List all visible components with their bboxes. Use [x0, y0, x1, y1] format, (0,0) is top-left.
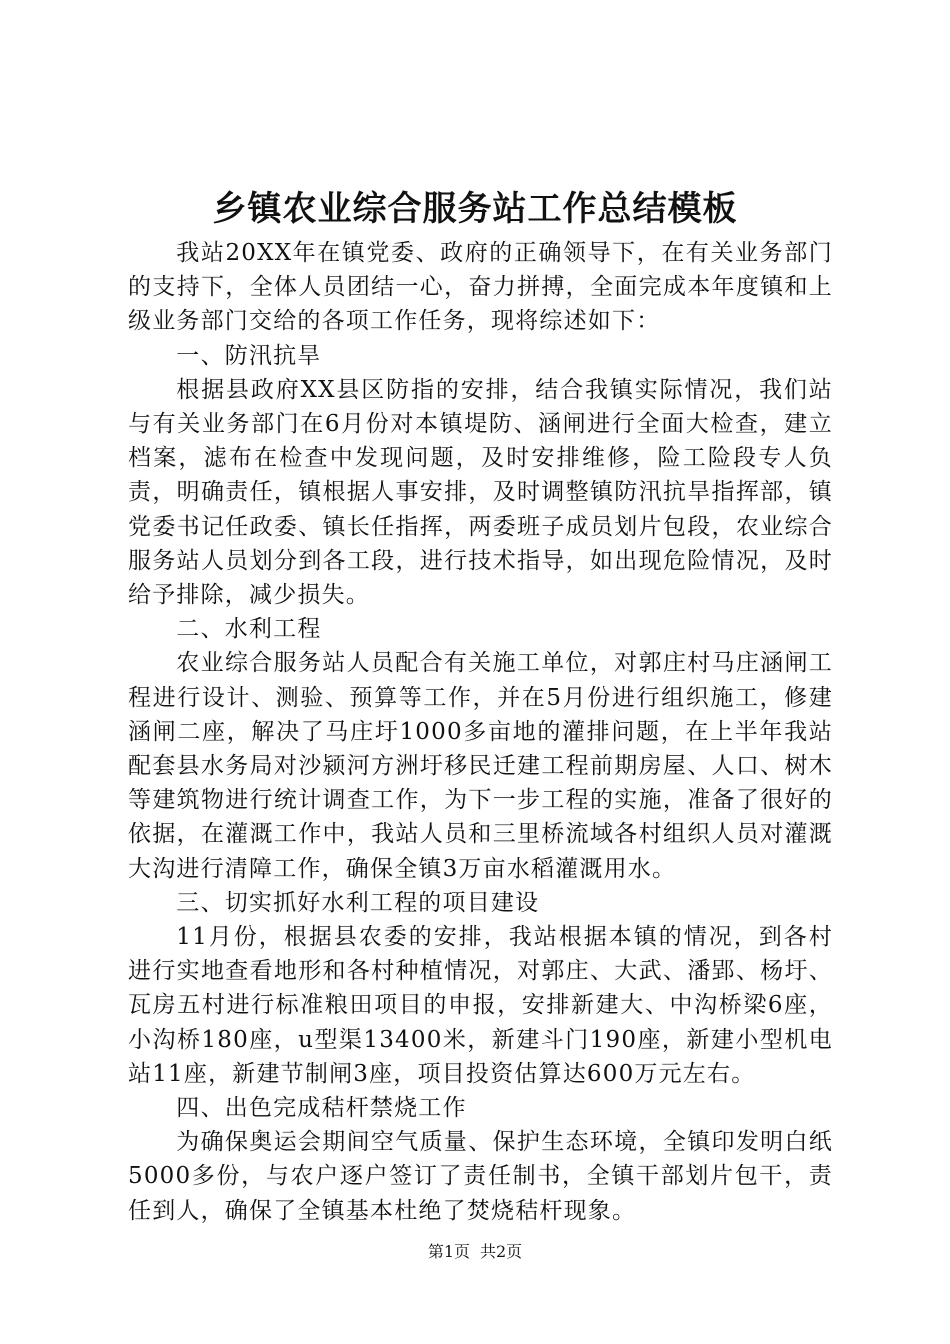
- document-title: 乡镇农业综合服务站工作总结模板: [212, 189, 738, 229]
- section-heading-4: 四、出色完成秸杆禁烧工作: [176, 1095, 467, 1122]
- section-heading-2: 二、水利工程: [176, 616, 322, 643]
- section-paragraph-4: 为确保奥运会期间空气质量、保护生态环境，全镇印发明白纸5000多份，与农户逐户签订了责任制书，全镇干部划片包干，责任到人，确保了全镇基本杜绝了焚烧秸杆现象。: [128, 1129, 833, 1224]
- section-paragraph-3: 11月份，根据县农委的安排，我站根据本镇的情况，到各村进行实地查看地形和各村种植情况，对郭庄、大武、潘郢、杨圩、瓦房五村进行标准粮田项目的申报，安排新建大、中沟桥梁6座，小沟桥180座，u型渠13400米，新建斗门190座，新建小型机电站11座，新建节制闸3座，项目投资估算达600万元左右。: [128, 924, 833, 1087]
- section-heading-1: 一、防汛抗旱: [176, 342, 322, 369]
- document-body: [128, 236, 833, 1228]
- page-total: 共2页: [480, 1242, 523, 1261]
- intro-paragraph: 我站20XX年在镇党委、政府的正确领导下，在有关业务部门的支持下，全体人员团结一心，奋力拼搏，全面完成本年度镇和上级业务部门交给的各项工作任务，现将综述如下：: [128, 240, 833, 335]
- page-footer: [0, 1240, 950, 1264]
- section-heading-3: 三、切实抓好水利工程的项目建设: [176, 889, 540, 916]
- section-paragraph-1: 根据县政府XX县区防指的安排，结合我镇实际情况，我们站与有关业务部门在6月份对本镇堤防、涵闸进行全面大检查，建立档案，滤布在检查中发现问题，及时安排维修，险工险段专人负责，明确责任，镇根据人事安排，及时调整镇防汛抗旱指挥部，镇党委书记任政委、镇长任指挥，两委班子成员划片包段，农业综合服务站人员划分到各工段，进行技术指导，如出现危险情况，及时给予排除，减少损失。: [128, 376, 833, 609]
- page-number: 第1页: [427, 1242, 470, 1261]
- section-paragraph-2: 农业综合服务站人员配合有关施工单位，对郭庄村马庄涵闸工程进行设计、测验、预算等工作，并在5月份进行组织施工，修建涵闸二座，解决了马庄圩1000多亩地的灌排问题，在上半年我站配套县水务局对沙颍河方洲圩移民迁建工程前期房屋、人口、树木等建筑物进行统计调查工作，为下一步工程的实施，准备了很好的依据，在灌溉工作中，我站人员和三里桥流域各村组织人员对灌溉大沟进行清障工作，确保全镇3万亩水稻灌溉用水。: [128, 650, 833, 882]
